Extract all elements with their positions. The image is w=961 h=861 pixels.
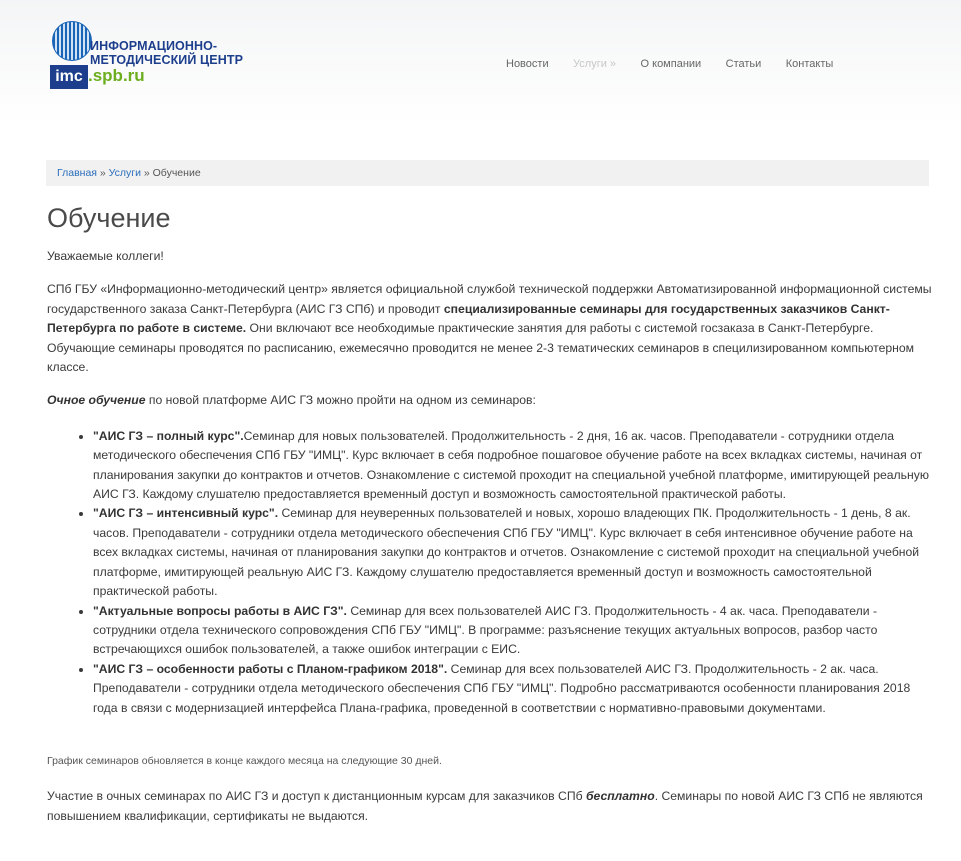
intro-bold: специализированные семинары для государственных заказчиков Санкт-Петербурга по работе в системе. <box>47 301 890 336</box>
main-nav <box>506 54 853 70</box>
intro-text-2: Они включают все необходимые практические занятия для работы с системой госзаказа в Санкт-Петербурге. Обучающие семинары проводятся по расписанию, ежемесячно проводится не менее 2-3 тематических семинаров в специлизированном компьютерном классе. <box>47 321 915 375</box>
page-title: Обучение <box>47 203 171 233</box>
nav-item-news[interactable]: Новости <box>506 58 549 70</box>
breadcrumb-current: Обучение <box>152 167 201 179</box>
nav-item-articles[interactable]: Статьи <box>725 58 762 70</box>
breadcrumb-separator: » <box>140 167 153 179</box>
seminar-title: "АИС ГЗ – полный курс". <box>93 428 244 443</box>
list-item <box>93 504 932 601</box>
logo-domain: .spb.ru <box>88 66 145 85</box>
free-bold: бесплатно <box>585 789 655 804</box>
list-item <box>93 602 932 660</box>
ochno-bold: Очное обучение <box>47 393 146 408</box>
breadcrumb-home[interactable]: Главная <box>57 167 97 179</box>
intro-text-1: СПб ГБУ «Информационно-методический центр» является официальной службой технической поддержки Автоматизированной информационной системы государственного заказа Санкт-Петербурга (АИС ГЗ СПб) и проводит <box>47 282 932 316</box>
seminar-description: Семинар для всех пользователей АИС ГЗ. Продолжительность - 2 ак. часа. Преподаватели - сотрудники отдела методического обеспечения СПб ГБУ "ИМЦ". Подробно рассматриваются особенности планирования 2018 года в связи с модернизацией интерфейса Плана-графика, проведенной в соответствии с нормативно-правовыми документами. <box>93 661 911 715</box>
nav-item-services[interactable]: Услуги » <box>573 58 617 70</box>
logo-line-2: МЕТОДИЧЕСКИЙ ЦЕНТР <box>90 53 244 67</box>
globe-icon <box>52 21 92 61</box>
free-participation-paragraph <box>47 787 932 826</box>
logo-imc: imc <box>50 65 88 89</box>
ochno-text: по новой платформе АИС ГЗ можно пройти на одном из семинаров: <box>145 393 536 408</box>
schedule-note: График семинаров обновляется в конце каждого месяца на следующие 30 дней. <box>47 754 442 767</box>
seminar-description: Семинар для новых пользователей. Продолжительность - 2 дня, 16 ак. часов. Преподаватели - сотрудники отдела методического обеспечения СПб ГБУ "ИМЦ". Курс включает в себя подробное пошаговое обучение работе на всех вкладках системы, начиная от планирования закупки до контрактов и отчетов. Ознакомление с системой проходит на специальной учебной платформе, имитирующей реальную АИС ГЗ. Каждому слушателю предоставляется временный доступ и возможность самостоятельной практической работы. <box>93 428 929 502</box>
site-header <box>0 0 961 125</box>
list-item <box>93 660 932 718</box>
breadcrumb-separator: » <box>96 167 109 179</box>
seminar-list <box>47 427 932 718</box>
seminar-description: Семинар для всех пользователей АИС ГЗ. Продолжительность - 4 ак. часа. Преподаватели - сотрудники отдела технического сопровождения СПб ГБУ "ИМЦ". В программе: разъяснение текущих актуальных вопросов, разбор часто встречающихся ошибок пользователей, а также ошибок интеграции с ЕИС. <box>93 603 878 657</box>
breadcrumb <box>46 160 929 186</box>
intro-paragraph <box>47 280 932 377</box>
seminar-title: "АИС ГЗ – интенсивный курс". <box>93 506 279 521</box>
nav-item-contacts[interactable]: Контакты <box>785 58 834 70</box>
seminar-title: "АИС ГЗ – особенности работы с Планом-графиком 2018". <box>93 661 448 676</box>
breadcrumb-services[interactable]: Услуги <box>108 167 141 179</box>
logo-line-1: ИНФОРМАЦИОННО- <box>90 39 218 53</box>
site-logo[interactable] <box>48 18 248 94</box>
free-text-2: . Семинары по новой АИС ГЗ СПб не являются повышением квалификации, сертификаты не выдаются. <box>47 789 923 823</box>
seminar-title: "Актуальные вопросы работы в АИС ГЗ". <box>93 603 347 618</box>
greeting: Уважаемые коллеги! <box>47 249 164 263</box>
ochno-paragraph <box>47 391 932 410</box>
main-content <box>47 200 932 826</box>
nav-item-about[interactable]: О компании <box>640 58 702 70</box>
free-text-1: Участие в очных семинарах по АИС ГЗ и доступ к дистанционным курсам для заказчиков СПб <box>47 789 586 804</box>
seminar-description: Семинар для неуверенных пользователей и новых, хорошо владеющих ПК. Продолжительность - 1 день, 8 ак. часов. Преподаватели - сотрудники отдела методического обеспечения СПб ГБУ "ИМЦ". Курс включает в себя интенсивное обучение работе на всех вкладках системы, начиная от планирования закупки до контрактов и отчетов. Ознакомление с системой проходит на специальной учебной платформе, имитирующей реальную АИС ГЗ. Каждому слушателю предоставляется временный доступ и возможность самостоятельной практической работы. <box>93 506 920 599</box>
list-item <box>93 427 932 505</box>
